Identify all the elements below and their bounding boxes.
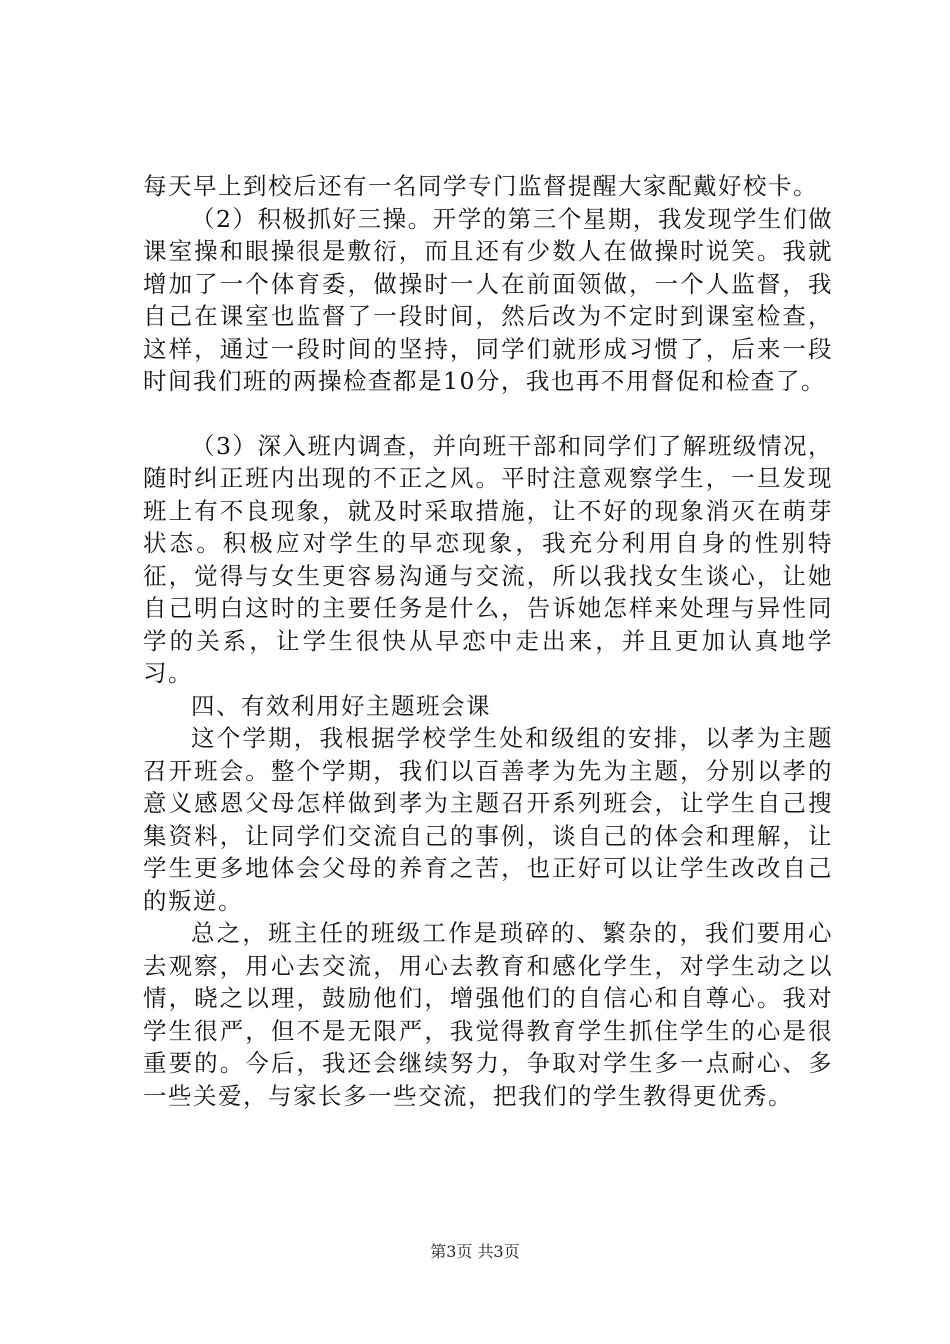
paragraph-summary: 总之，班主任的班级工作是琐碎的、繁杂的，我们要用心去观察，用心去交流，用心去教育和感化学生，对学生动之以情，晓之以理，鼓励他们，增强他们的自信心和自尊心。我对学生很严，但不是无限严，我觉得教育学生抓住学生的心是很重要的。今后，我还会继续努力，争取对学生多一点耐心、多一些关爱，与家长多一些交流，把我们的学生教得更优秀。 bbox=[143, 919, 833, 1110]
paragraph-class-meeting: 这个学期，我根据学校学生处和级组的安排，以孝为主题召开班会。整个学期，我们以百善孝为先为主题，分别以孝的意义感恩父母怎样做到孝为主题召开系列班会，让学生自己搜集资料，让同学们交流自己的事例，谈自己的体会和理解，让学生更多地体会父母的养育之苦，也正好可以让学生改改自己的叛逆。 bbox=[143, 724, 833, 915]
page-number-footer: 第3页 共3页 bbox=[430, 1242, 520, 1261]
section-heading-class-meeting: 四、有效利用好主题班会课 bbox=[191, 691, 491, 720]
paragraph-continuation: 每天早上到校后还有一名同学专门监督提醒大家配戴好校卡。 bbox=[143, 172, 818, 200]
paragraph-class-investigation: （3）深入班内调查，并向班干部和同学们了解班级情况，随时纠正班内出现的不正之风。平时注意观察学生，一旦发现班上有不良现象，就及时采取措施，让不好的现象消灭在萌芽状态。积极应对学生的早恋现象，我充分利用自身的性别特征，觉得与女生更容易沟通与交流，所以我找女生谈心，让她自己明白这时的主要任务是什么，告诉她怎样来处理与异性同学的关系，让学生很快从早恋中走出来，并且更加认真地学习。 bbox=[143, 431, 833, 687]
paragraph-gap bbox=[143, 398, 833, 430]
paragraph-three-exercises: （2）积极抓好三操。开学的第三个星期，我发现学生们做课室操和眼操很是敷衍，而且还有少数人在做操时说笑。我就增加了一个体育委，做操时一人在前面领做，一个人监督，我自己在课室也监督了一段时间，然后改为不定时到课室检查，这样，通过一段时间的坚持，同学们就形成习惯了，后来一段时间我们班的两操检查都是10分，我也再不用督促和检查了。 bbox=[143, 204, 833, 395]
document-body bbox=[143, 170, 833, 1112]
